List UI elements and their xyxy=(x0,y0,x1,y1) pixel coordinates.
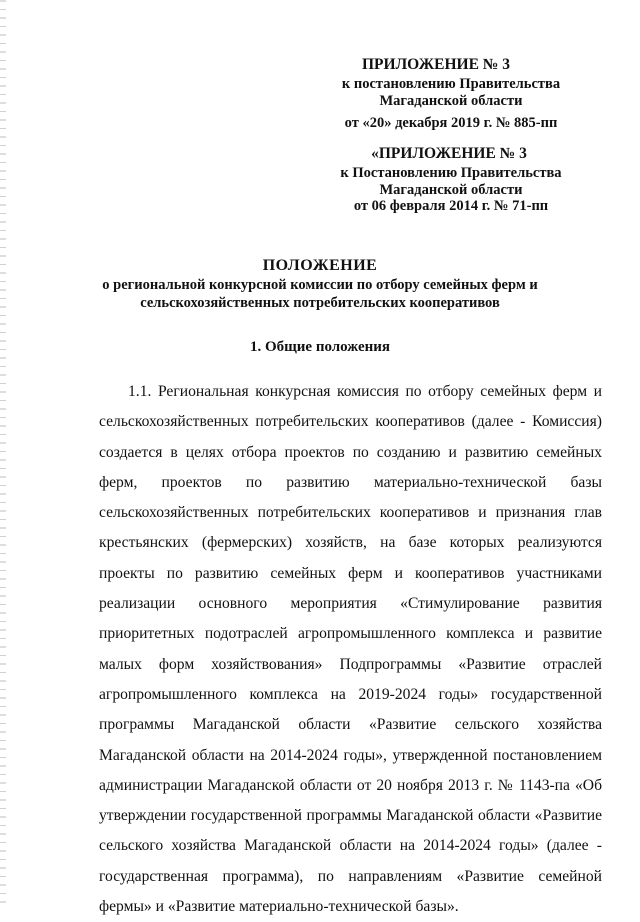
section-heading: 1. Общие положения xyxy=(249,339,391,355)
scan-edge-artifact xyxy=(0,0,6,905)
document-subtitle-line2: сельскохозяйственных потребительских кооперативов xyxy=(140,295,500,311)
appendix-current-line2: Магаданской области xyxy=(379,93,523,109)
paragraph-1-1: 1.1. Региональная конкурсная комиссия по отбору семейных ферм и сельскохозяйственных потребительских кооперативов (далее - Комиссия) создается в целях отбора проектов по созданию и развитию семейных ферм, проектов по развитию материально-технической базы сельскохозяйственных потребительских кооперативов и признания глав крестьянских (фермерских) хозяйств, на базе которых реализуются проекты по развитию семейных ферм и кооперативов участниками реализации основного мероприятия «Стимулирование развития приоритетных подотраслей агропромышленного комплекса и развитие малых форм хозяйствования» Подпрограммы «Развитие отраслей агропромышленного комплекса на 2019-2024 годы» государственной программы Магаданской области «Развитие сельского хозяйства Магаданской области на 2014-2024 годы», утвержденной постановлением администрации Магаданской области от 20 ноября 2013 г. № 1143-па «Об утверждении государственной программы Магаданской области «Развитие сельского хозяйства Магаданской области на 2014-2024 годы» (далее - государственная программа), по направлениям «Развитие семейной фермы» и «Развитие материально-технической базы». xyxy=(99,383,602,916)
appendix-original-line1: к Постановлению Правительства xyxy=(340,165,562,181)
appendix-current-title: ПРИЛОЖЕНИЕ № 3 xyxy=(362,56,510,73)
appendix-current-line3: от «20» декабря 2019 г. № 885-пп xyxy=(344,115,558,131)
document-title: ПОЛОЖЕНИЕ xyxy=(262,257,378,274)
document-subtitle-line1: о региональной конкурсной комиссии по отбору семейных ферм и xyxy=(102,277,538,293)
appendix-current-line1: к постановлению Правительства xyxy=(341,76,561,92)
appendix-original-title: «ПРИЛОЖЕНИЕ № 3 xyxy=(371,145,527,162)
appendix-original-line2: Магаданской области xyxy=(379,182,523,198)
appendix-original-line3: от 06 февраля 2014 г. № 71-пп xyxy=(353,198,549,214)
